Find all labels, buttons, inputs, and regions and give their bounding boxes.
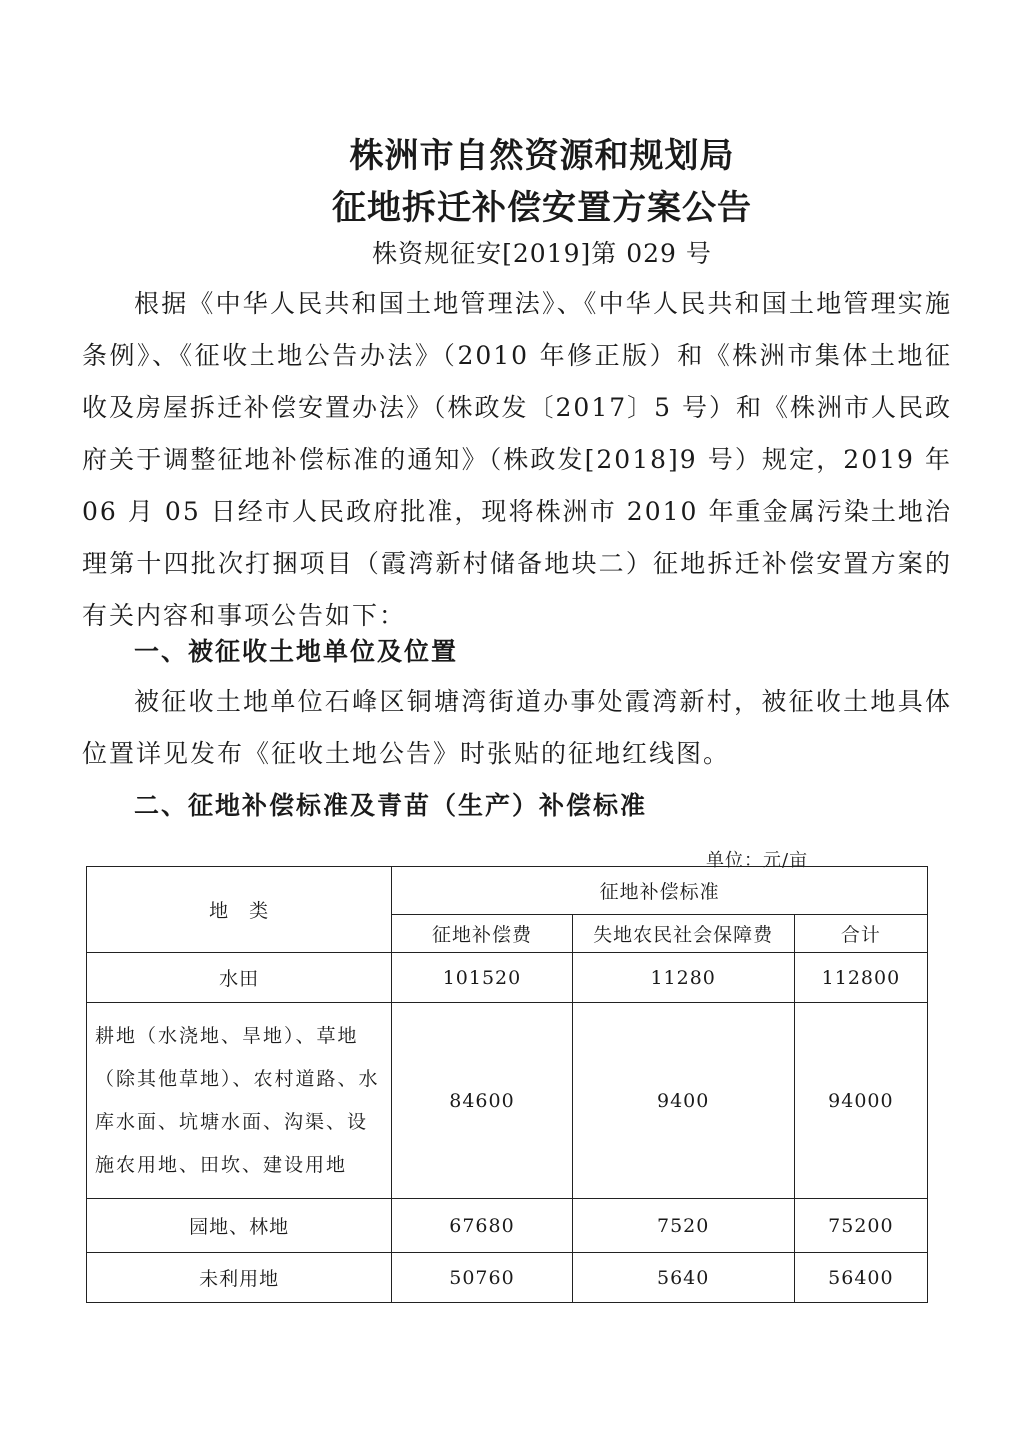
table-row [87,1199,928,1253]
section1-heading: 一、被征收土地单位及位置 [134,637,459,666]
header-compensation-standard: 征地补偿标准 [392,867,928,915]
intro-paragraph: 根据《中华人民共和国土地管理法》、《中华人民共和国土地管理实施条例》、《征收土地公告办法》（2010 年修正版）和《株洲市集体土地征收及房屋拆迁补偿安置办法》（株政发〔2017〕5 号）和《株洲市人民政府关于调整征地补偿标准的通知》（株政发[2018]9 号）规定，2019 年 06 月 05 日经市人民政府批准，现将株洲市 2010 年重金属污染土地治理第十四批次打捆项目（霞湾新村储备地块二）征地拆迁补偿安置方案的有关内容和事项公告如下： [82,289,952,630]
header-total: 合计 [794,915,927,953]
cell-total: 56400 [794,1253,927,1303]
header-comp-fee: 征地补偿费 [392,915,572,953]
announcement-title-line1: 株洲市自然资源和规划局 [349,136,735,176]
cell-social-fee: 9400 [572,1003,794,1199]
section2-heading: 二、征地补偿标准及青苗（生产）补偿标准 [134,791,648,820]
cell-category: 耕地（水浇地、旱地）、草地（除其他草地）、农村道路、水库水面、坑塘水面、沟渠、设施农用地、田坎、建设用地 [87,1003,392,1199]
header-category: 地 类 [87,867,392,953]
table-header-row [87,867,928,915]
cell-social-fee: 5640 [572,1253,794,1303]
cell-comp-fee: 84600 [392,1003,572,1199]
cell-social-fee: 11280 [572,953,794,1003]
compensation-table [86,866,928,1303]
cell-social-fee: 7520 [572,1199,794,1253]
cell-total: 75200 [794,1199,927,1253]
table-row [87,1253,928,1303]
cell-category: 园地、林地 [87,1199,392,1253]
cell-total: 94000 [794,1003,927,1199]
cell-category: 水田 [87,953,392,1003]
header-social-security-fee: 失地农民社会保障费 [572,915,794,953]
cell-total: 112800 [794,953,927,1003]
table-unit-label: 单位：元/亩 [706,850,809,871]
cell-comp-fee: 50760 [392,1253,572,1303]
table-row [87,1003,928,1199]
cell-comp-fee: 101520 [392,953,572,1003]
table-row [87,953,928,1003]
cell-category: 未利用地 [87,1253,392,1303]
announcement-title-line2: 征地拆迁补偿安置方案公告 [332,188,752,228]
document-number: 株资规征安[2019]第 029 号 [372,239,712,268]
section1-text: 被征收土地单位石峰区铜塘湾街道办事处霞湾新村，被征收土地具体位置详见发布《征收土地公告》时张贴的征地红线图。 [82,687,952,768]
cell-comp-fee: 67680 [392,1199,572,1253]
